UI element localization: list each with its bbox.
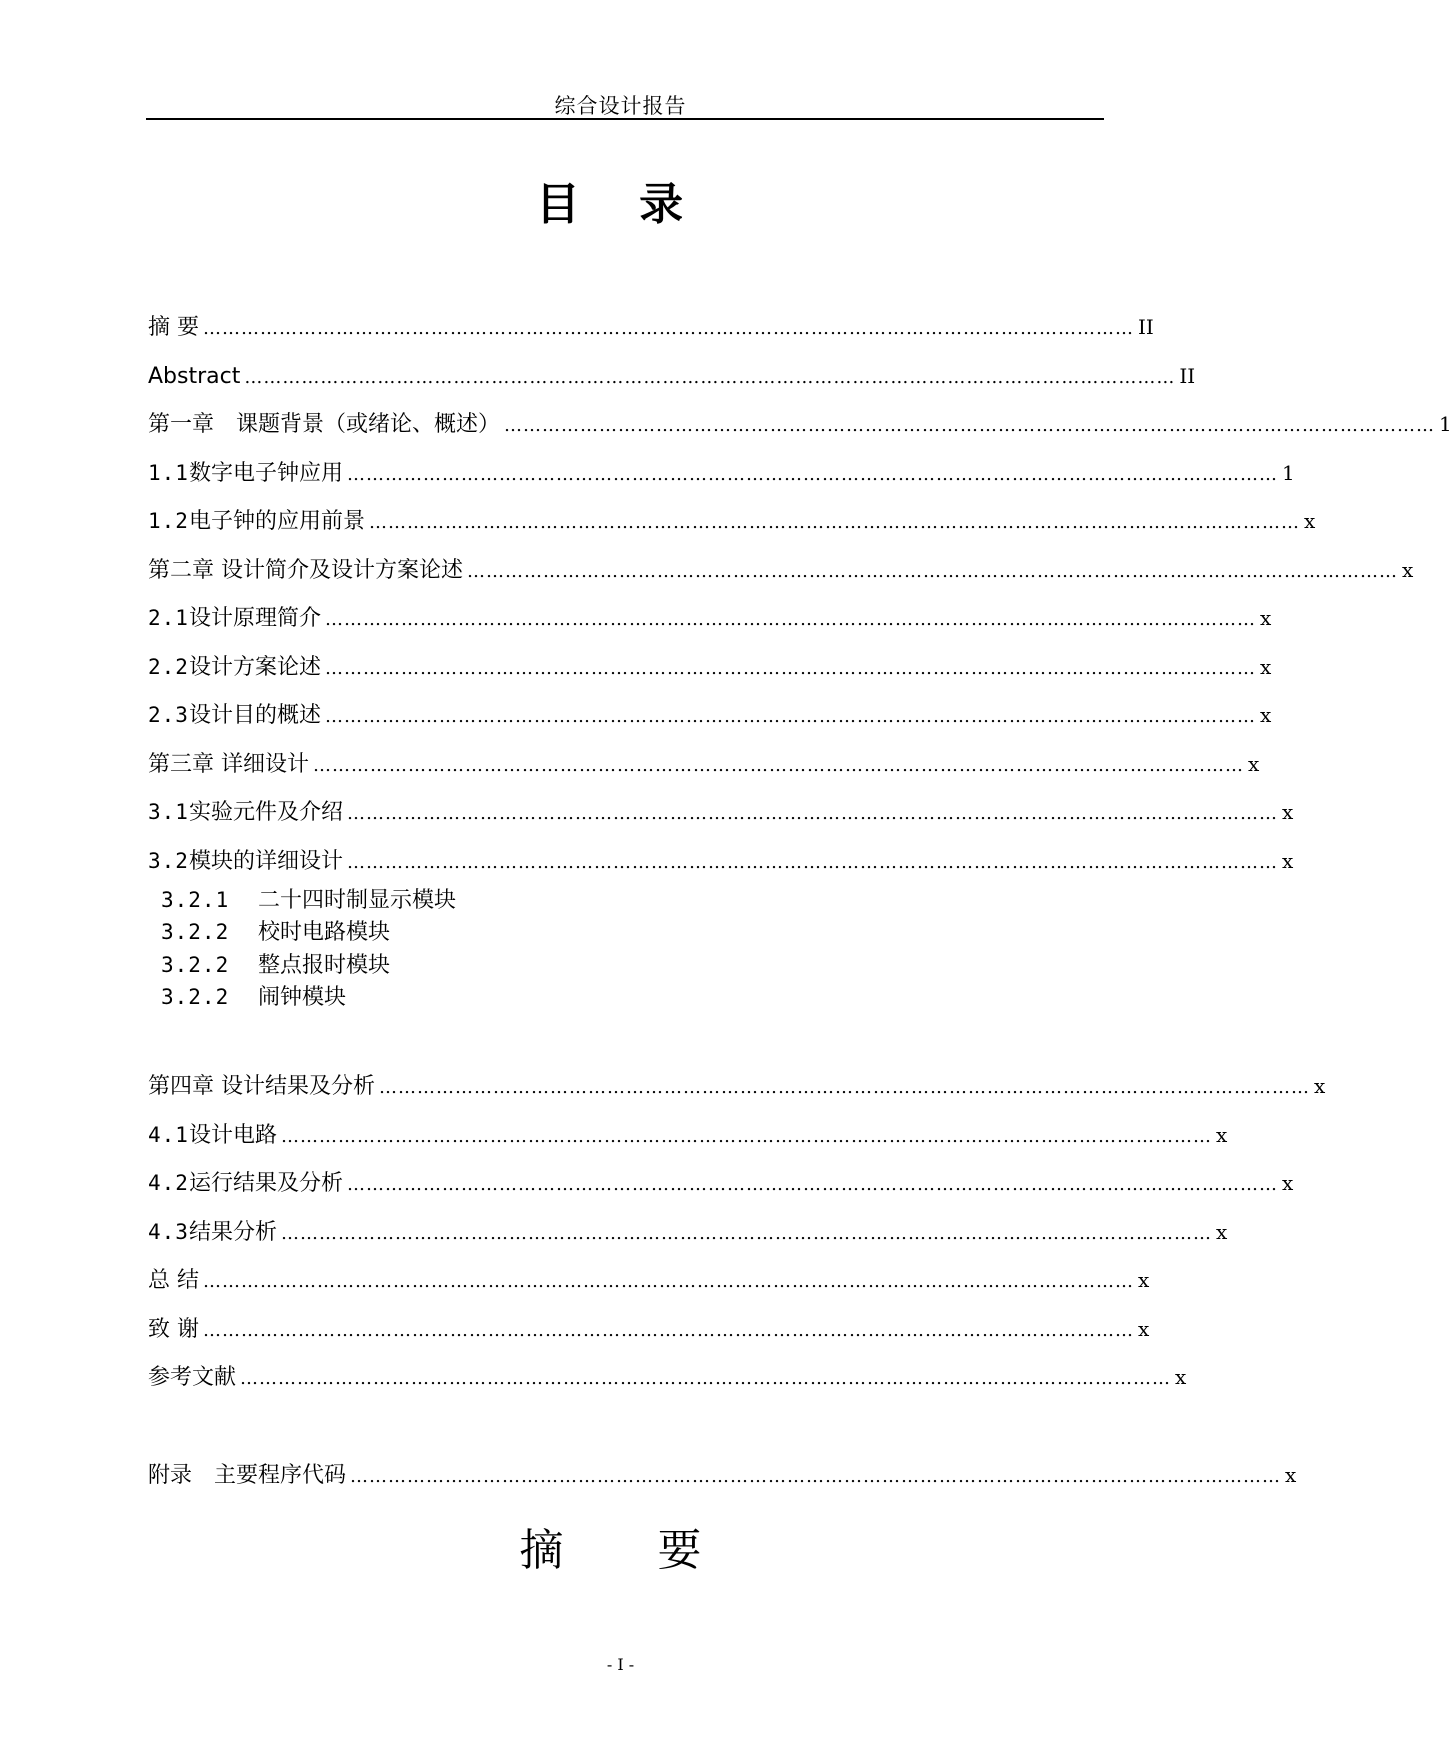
toc-entry-page: x: [1259, 703, 1272, 727]
toc-entry-label: 致 谢: [148, 1317, 199, 1342]
toc-entry-number: 4.1: [148, 1123, 189, 1147]
toc-entry-label: 摘 要: [148, 315, 199, 340]
page-number: - I -: [606, 1655, 635, 1674]
toc-leader-dots: …………………………………………………………………………………………………………………………………: [324, 609, 1256, 630]
toc-entry-page: 1: [1281, 461, 1295, 485]
toc-entry-page: x: [1259, 606, 1272, 630]
toc-leader-dots: …………………………………………………………………………………………………………………………………: [280, 1126, 1212, 1147]
toc-entry-number: 3.2: [148, 849, 189, 873]
toc-leader-dots: …………………………………………………………………………………………………………………………………: [324, 658, 1256, 679]
toc-entry-label: 第三章 详细设计: [148, 752, 309, 777]
toc-entry-summary[interactable]: [148, 1265, 1150, 1295]
abstract-heading: 摘 要: [519, 1525, 742, 1576]
toc-subentry-number: 3.2.1: [161, 888, 230, 912]
toc-leader-dots: …………………………………………………………………………………………………………………………………: [346, 464, 1278, 485]
toc-entry-page: x: [1281, 1171, 1294, 1195]
toc-entry-page: x: [1259, 655, 1272, 679]
toc-entry-3-2[interactable]: [148, 846, 1294, 876]
toc-subentry-label: 二十四时制显示模块: [258, 888, 457, 913]
toc-entry-label: 设计电路: [188, 1123, 277, 1148]
toc-entry-number: 3.1: [148, 800, 189, 824]
toc-leader-dots: …………………………………………………………………………………………………………………………………: [240, 1368, 1172, 1389]
toc-subentry[interactable]: [161, 950, 390, 980]
toc-entry-acknowledgement[interactable]: [148, 1314, 1150, 1344]
toc-subentry-number: 3.2.2: [161, 953, 230, 977]
toc-entry-2-1[interactable]: [148, 603, 1272, 633]
toc-entry-page: 1: [1439, 412, 1452, 436]
toc-entry-number: 2.2: [148, 655, 189, 679]
toc-title: 目 录: [535, 179, 706, 230]
toc-entry-2-3[interactable]: [148, 700, 1272, 730]
toc-entry-chapter-4[interactable]: [148, 1071, 1326, 1101]
toc-entry-page: x: [1215, 1123, 1228, 1147]
toc-subentry-number: 3.2.2: [161, 920, 230, 944]
toc-entry-label: 数字电子钟应用: [188, 461, 343, 486]
toc-entry-page: II: [1179, 364, 1196, 388]
toc-entry-label: 第二章 设计简介及设计方案论述: [148, 558, 463, 583]
toc-entry-number: 2.1: [148, 606, 189, 630]
toc-leader-dots: …………………………………………………………………………………………………………………………………: [346, 1174, 1278, 1195]
toc-entry-chapter-3[interactable]: [148, 749, 1260, 779]
toc-entry-label: 实验元件及介绍: [188, 800, 343, 825]
toc-entry-1-2[interactable]: [148, 506, 1316, 536]
toc-subentry-label: 整点报时模块: [258, 953, 391, 978]
toc-entry-page: x: [1285, 1463, 1297, 1487]
toc-entry-page: x: [1138, 1268, 1150, 1292]
toc-subentry-number: 3.2.2: [161, 985, 230, 1009]
toc-entry-4-3[interactable]: [148, 1217, 1228, 1247]
toc-entry-number: 1.1: [148, 461, 189, 485]
toc-entry-number: 1.2: [148, 509, 189, 533]
toc-entry-appendix[interactable]: [148, 1460, 1297, 1490]
toc-entry-label: 第一章 课题背景（或绪论、概述）: [148, 412, 501, 437]
toc-entry-label: 设计目的概述: [188, 703, 321, 728]
toc-entry-label: 运行结果及分析: [188, 1171, 343, 1196]
toc-entry-page: II: [1138, 315, 1154, 339]
toc-entry-page: x: [1303, 509, 1316, 533]
toc-leader-dots: …………………………………………………………………………………………………………………………………: [346, 852, 1278, 873]
toc-entry-page: x: [1215, 1220, 1228, 1244]
toc-entry-page: x: [1175, 1365, 1187, 1389]
toc-entry-abstract-cn[interactable]: [148, 312, 1154, 342]
toc-leader-dots: …………………………………………………………………………………………………………………………………: [203, 1320, 1134, 1341]
toc-entry-label: 附录 主要程序代码: [148, 1463, 347, 1488]
toc-leader-dots: …………………………………………………………………………………………………………………………………: [504, 415, 1436, 436]
toc-entry-4-1[interactable]: [148, 1120, 1228, 1150]
toc-entry-label: 总 结: [148, 1268, 199, 1293]
toc-entry-page: x: [1402, 558, 1414, 582]
header-rule: [146, 118, 1104, 120]
toc-entry-label: 结果分析: [188, 1220, 277, 1245]
toc-subentry-label: 校时电路模块: [258, 920, 391, 945]
toc-entry-page: x: [1314, 1074, 1326, 1098]
toc-subentry[interactable]: [161, 885, 456, 915]
toc-subentry[interactable]: [161, 982, 346, 1012]
toc-entry-number: 4.2: [148, 1171, 189, 1195]
toc-entry-label: 设计方案论述: [188, 655, 321, 680]
toc-entry-label: 参考文献: [148, 1365, 237, 1390]
toc-entry-label: 模块的详细设计: [188, 849, 343, 874]
toc-entry-chapter-1[interactable]: [148, 409, 1452, 439]
toc-entry-references[interactable]: [148, 1362, 1187, 1392]
running-header: 综合设计报告: [554, 94, 687, 118]
toc-subentry-label: 闹钟模块: [258, 985, 347, 1010]
toc-leader-dots: …………………………………………………………………………………………………………………………………: [350, 1466, 1282, 1487]
toc-entry-page: x: [1281, 800, 1294, 824]
toc-leader-dots: …………………………………………………………………………………………………………………………………: [313, 755, 1244, 776]
toc-entry-1-1[interactable]: [148, 458, 1295, 488]
toc-entry-chapter-2[interactable]: [148, 555, 1414, 585]
toc-entry-4-2[interactable]: [148, 1168, 1294, 1198]
toc-leader-dots: …………………………………………………………………………………………………………………………………: [280, 1223, 1212, 1244]
toc-entry-page: x: [1281, 849, 1294, 873]
toc-leader-dots: …………………………………………………………………………………………………………………………………: [379, 1077, 1310, 1098]
toc-leader-dots: …………………………………………………………………………………………………………………………………: [467, 561, 1398, 582]
toc-entry-label: Abstract: [148, 364, 241, 389]
toc-subentry[interactable]: [161, 917, 390, 947]
toc-entry-label: 第四章 设计结果及分析: [148, 1074, 375, 1099]
toc-entry-2-2[interactable]: [148, 652, 1272, 682]
toc-leader-dots: …………………………………………………………………………………………………………………………………: [368, 512, 1300, 533]
toc-leader-dots: …………………………………………………………………………………………………………………………………: [244, 367, 1176, 388]
toc-entry-page: x: [1248, 752, 1260, 776]
toc-entry-abstract-en[interactable]: [148, 361, 1196, 391]
toc-leader-dots: …………………………………………………………………………………………………………………………………: [346, 803, 1278, 824]
toc-entry-page: x: [1138, 1317, 1150, 1341]
toc-entry-number: 2.3: [148, 703, 189, 727]
toc-entry-label: 设计原理简介: [188, 606, 321, 631]
toc-leader-dots: …………………………………………………………………………………………………………………………………: [203, 318, 1134, 339]
toc-entry-number: 4.3: [148, 1220, 189, 1244]
toc-entry-3-1[interactable]: [148, 797, 1294, 827]
toc-leader-dots: …………………………………………………………………………………………………………………………………: [324, 706, 1256, 727]
toc-leader-dots: …………………………………………………………………………………………………………………………………: [203, 1271, 1134, 1292]
toc-entry-label: 电子钟的应用前景: [188, 509, 365, 534]
